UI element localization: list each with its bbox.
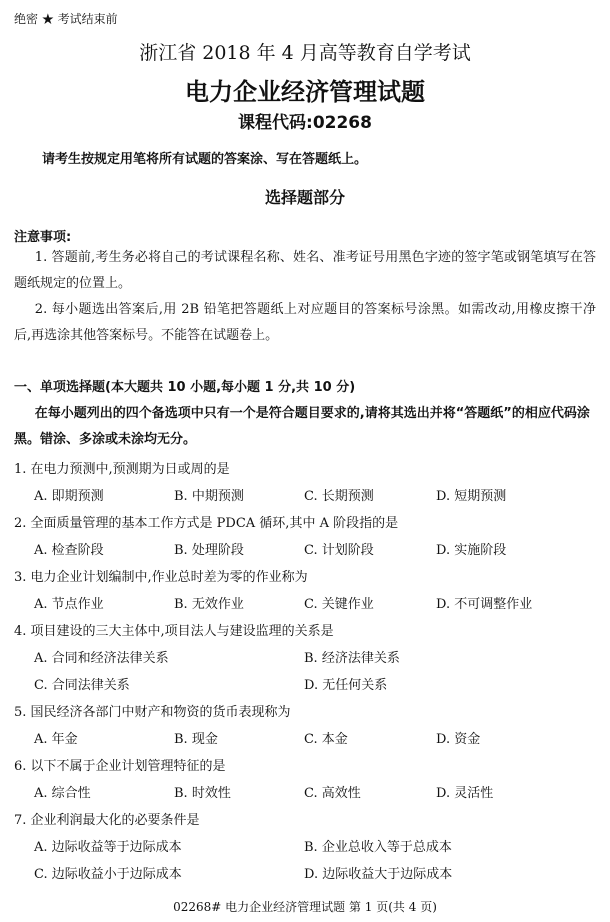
answer-instruction: 请考生按规定用笔将所有试题的答案涂、写在答题纸上。 [42,152,368,167]
option-c: C. 高效性 [304,786,361,801]
option-d: D. 边际收益大于边际成本 [304,867,453,882]
question-stem: 7. 企业利润最大化的必要条件是 [14,813,200,828]
page-title: 电力企业经济管理试题 [185,78,425,106]
option-a: A. 合同和经济法律关系 [34,651,169,666]
option-c: C. 关键作业 [304,597,374,612]
option-b: B. 中期预测 [174,489,244,504]
option-c: C. 计划阶段 [304,543,374,558]
question-stem: 2. 全面质量管理的基本工作方式是 PDCA 循环,其中 A 阶段指的是 [14,516,399,531]
option-b: B. 处理阶段 [174,543,244,558]
notice-title: 注意事项: [14,230,72,245]
option-c: C. 合同法律关系 [34,678,130,693]
question-stem: 4. 项目建设的三大主体中,项目法人与建设监理的关系是 [14,624,334,639]
part-title: 一、单项选择题(本大题共 10 小题,每小题 1 分,共 10 分) [14,380,356,395]
question-stem: 6. 以下不属于企业计划管理特征的是 [14,759,226,774]
question-stem: 5. 国民经济各部门中财产和物资的货币表现称为 [14,705,291,720]
option-d: D. 资金 [436,732,481,747]
option-c: C. 本金 [304,732,348,747]
option-b: B. 现金 [174,732,218,747]
question-stem: 3. 电力企业计划编制中,作业总时差为零的作业称为 [14,570,308,585]
option-a: A. 边际收益等于边际成本 [34,840,182,855]
option-b: B. 经济法律关系 [304,651,400,666]
part-description: 在每小题列出的四个备选项中只有一个是符合题目要求的,请将其选出并将“答题纸”的相应代码涂黑。错涂、多涂或未涂均无分。 [14,406,590,447]
option-b: B. 无效作业 [174,597,244,612]
question-stem: 1. 在电力预测中,预测期为日或周的是 [14,462,230,477]
option-b: B. 企业总收入等于总成本 [304,840,452,855]
page-footer: 02268# 电力企业经济管理试题 第 1 页(共 4 页) [173,900,437,914]
exam-name: 浙江省 2018 年 4 月高等教育自学考试 [139,42,471,64]
option-c: C. 边际收益小于边际成本 [34,867,182,882]
confidential-label: 绝密 ★ 考试结束前 [14,12,118,26]
option-c: C. 长期预测 [304,489,374,504]
option-d: D. 短期预测 [436,489,507,504]
option-a: A. 即期预测 [34,489,104,504]
option-d: D. 实施阶段 [436,543,507,558]
option-d: D. 灵活性 [436,786,494,801]
option-a: A. 年金 [34,732,78,747]
option-d: D. 不可调整作业 [436,597,533,612]
course-code: 课程代码:02268 [238,113,372,133]
notice-item-1: 1. 答题前,考生务必将自己的考试课程名称、姓名、准考证号用黑色字迹的签字笔或钢笔填写在答题纸规定的位置上。 [14,250,596,291]
notice-item-2: 2. 每小题选出答案后,用 2B 铅笔把答题纸上对应题目的答案标号涂黑。如需改动,用橡皮擦干净后,再选涂其他答案标号。不能答在试题卷上。 [14,302,596,343]
section-title: 选择题部分 [264,188,345,207]
option-d: D. 无任何关系 [304,678,388,693]
option-a: A. 综合性 [34,786,91,801]
option-a: A. 节点作业 [34,597,104,612]
option-b: B. 时效性 [174,786,231,801]
option-a: A. 检查阶段 [34,543,104,558]
